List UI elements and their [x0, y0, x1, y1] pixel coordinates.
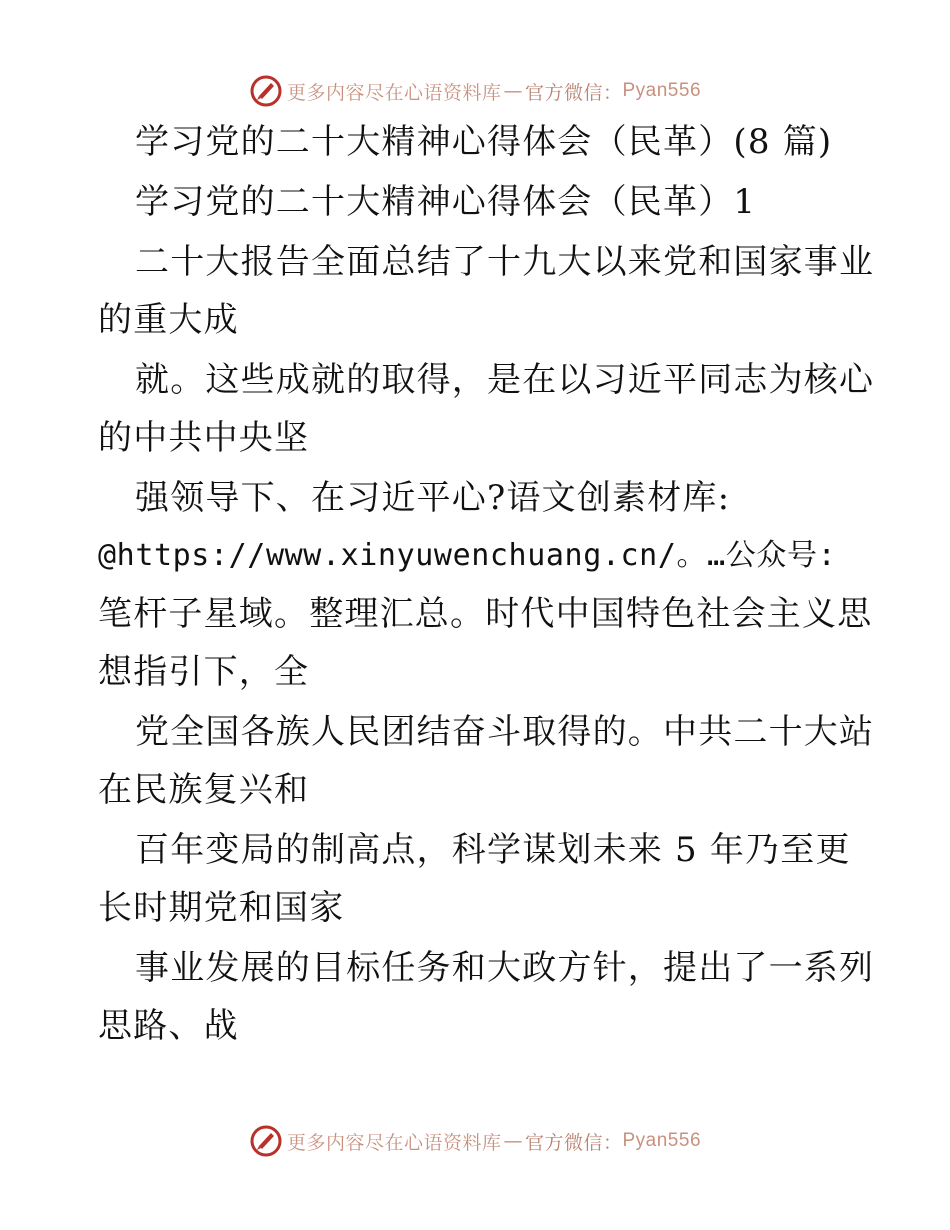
- paragraph-line: 长时期党和国家: [98, 888, 345, 928]
- header-banner: [0, 74, 950, 108]
- paragraph-line: 强领导下、在习近平心?语文创素材库:: [135, 478, 731, 518]
- paragraph-line: 在民族复兴和: [98, 770, 310, 810]
- brand-logo-icon: [249, 74, 283, 108]
- paragraph-line: 党全国各族人民团结奋斗取得的。中共二十大站: [135, 712, 875, 752]
- paragraph-line: 就。这些成就的取得，是在以习近平同志为核心: [135, 360, 875, 400]
- paragraph-line: 的中共中央坚: [98, 418, 310, 458]
- paragraph-line: 想指引下，全: [98, 652, 310, 692]
- paragraph-line: 思路、战: [98, 1006, 239, 1046]
- paragraph-line-url: @https://www.xinyuwenchuang.cn/。…公众号:: [98, 538, 837, 573]
- banner-separator: —: [503, 1130, 523, 1152]
- paragraph-line: 百年变局的制高点，科学谋划未来 5 年乃至更: [135, 830, 851, 870]
- document-title: 学习党的二十大精神心得体会（民革）(8 篇): [135, 122, 833, 162]
- paragraph-line: 的重大成: [98, 300, 239, 340]
- paragraph-line: 二十大报告全面总结了十九大以来党和国家事业: [135, 242, 875, 282]
- wechat-id: Pyan556: [622, 80, 702, 101]
- section-heading: 学习党的二十大精神心得体会（民革）1: [135, 182, 757, 222]
- wechat-id: Pyan556: [622, 1130, 702, 1151]
- wechat-label: 官方微信：: [524, 81, 623, 104]
- footer-banner: [0, 1124, 950, 1158]
- banner-text: 更多内容尽在心语资料库: [286, 81, 502, 104]
- brand-logo-icon: [249, 1124, 283, 1158]
- wechat-label: 官方微信：: [524, 1131, 623, 1154]
- banner-separator: —: [503, 80, 523, 102]
- paragraph-line: 事业发展的目标任务和大政方针，提出了一系列: [135, 948, 875, 988]
- paragraph-line: 笔杆子星域。整理汇总。时代中国特色社会主义思: [98, 594, 873, 634]
- banner-text: 更多内容尽在心语资料库: [286, 1131, 502, 1154]
